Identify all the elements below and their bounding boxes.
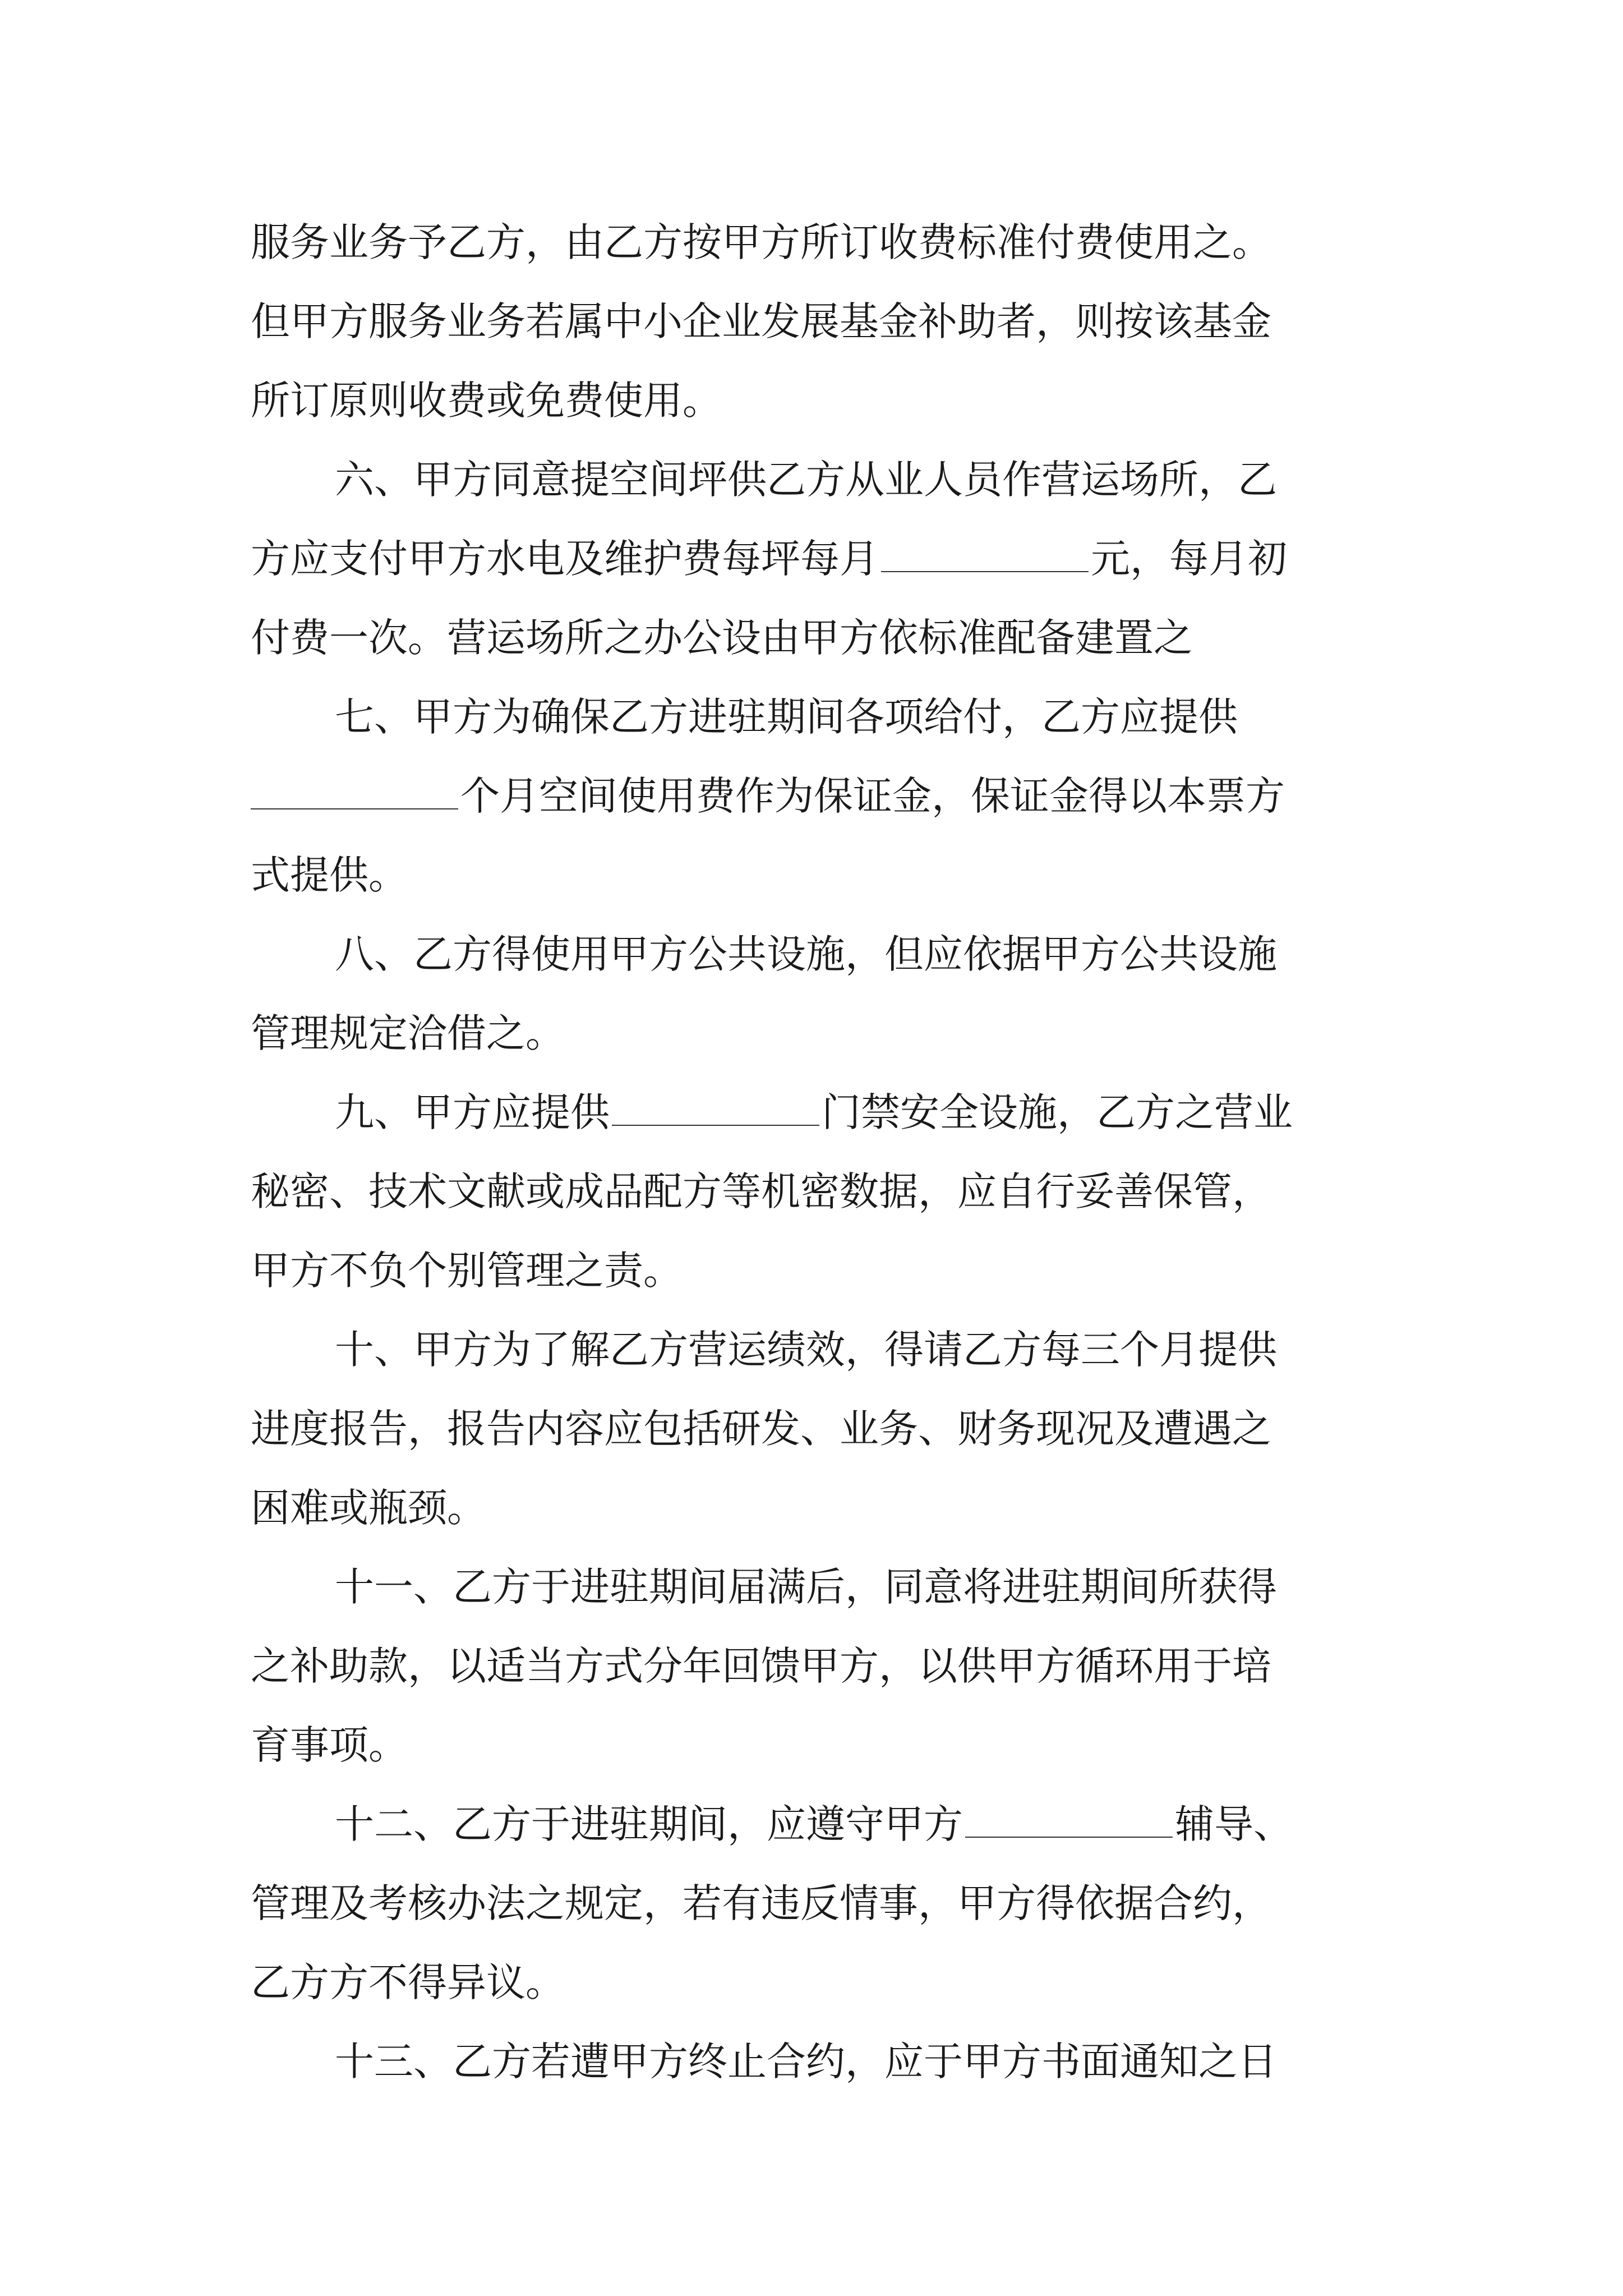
text-segment: 十二、乙方于进驻期间，应遵守甲方 [335,1801,963,1847]
text-line: 服务业务予乙方，由乙方按甲方所订收费标准付费使用之。 [251,219,1271,265]
text-line: 育事项。 [251,1722,408,1768]
text-line: 管理规定洽借之。 [251,1010,565,1056]
text-line [251,519,1389,599]
text-line: 付费一次。营运场所之办公设由甲方依标准配备建置之 [251,615,1193,661]
fill-in-blank[interactable] [881,537,1089,572]
text-line: 式提供。 [251,852,408,898]
clause-7-line: 七、甲方为确保乙方进驻期间各项给付，乙方应提供 [335,694,1238,740]
fill-in-blank[interactable] [965,1803,1173,1838]
text-line: 甲方不负个别管理之责。 [251,1248,683,1294]
clause-11-line: 十一、乙方于进驻期间届满后，同意将进驻期间所获得 [335,1564,1277,1610]
text-line: 进度报告，报告内容应包括研发、业务、财务现况及遭遇之 [251,1406,1271,1452]
text-line: 困难或瓶颈。 [251,1485,486,1531]
clause-8-line: 八、乙方得使用甲方公共设施，但应依据甲方公共设施 [335,931,1277,977]
text-line [251,757,1389,836]
clause-12-line [251,1785,1389,1864]
text-line: 管理及考核办法之规定，若有违反情事，甲方得依据合约， [251,1880,1271,1926]
fill-in-blank[interactable] [251,775,458,809]
fill-in-blank[interactable] [612,1091,819,1126]
text-segment: 门禁安全设施，乙方之营业 [822,1089,1293,1135]
text-segment: 个月空间使用费作为保证金，保证金得以本票方 [460,773,1285,819]
text-segment: 方应支付甲方水电及维护费每坪每月 [251,536,879,582]
text-segment: 元，每月初 [1091,536,1287,582]
text-line: 所订原则收费或免费使用。 [251,378,722,424]
clause-10-line: 十、甲方为了解乙方营运绩效，得请乙方每三个月提供 [335,1327,1277,1373]
text-line: 之补助款，以适当方式分年回馈甲方，以供甲方循环用于培 [251,1643,1271,1689]
text-line: 秘密、技术文献或成品配方等机密数据，应自行妥善保管， [251,1168,1271,1214]
text-line: 但甲方服务业务若属中小企业发展基金补助者，则按该基金 [251,298,1271,344]
text-segment: 辅导、 [1175,1801,1293,1847]
text-segment: 九、甲方应提供 [335,1089,610,1135]
clause-13-line: 十三、乙方若遭甲方终止合约，应于甲方书面通知之日 [335,2039,1277,2085]
clause-9-line [251,1073,1389,1152]
text-line: 乙方方不得异议。 [251,1959,565,2005]
contract-body [251,203,1389,2101]
clause-6-line: 六、甲方同意提空间坪供乙方从业人员作营运场所，乙 [335,457,1277,503]
